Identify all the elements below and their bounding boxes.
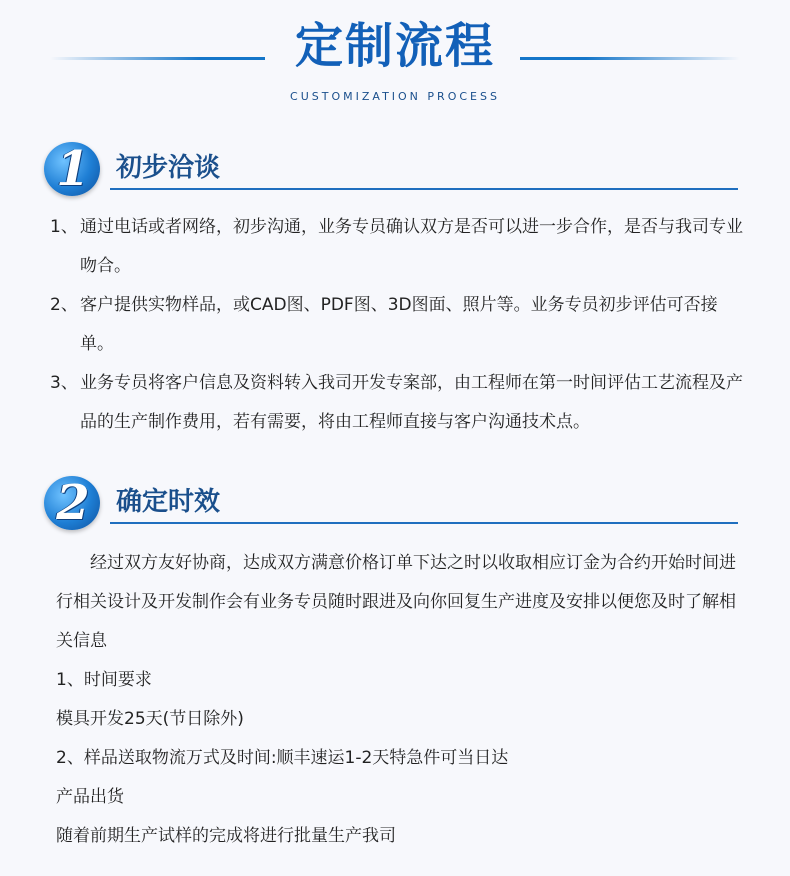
header-divider-right <box>520 57 740 60</box>
detail-line: 产品出货 <box>56 787 124 807</box>
list-item-text: 业务专员将客户信息及资料转入我司开发专案部，由工程师在第一时间评估工艺流程及产品的生产制作费用，若有需要，将由工程师直接与客户沟通技术点。 <box>80 373 743 432</box>
page-subtitle: CUSTOMIZATION PROCESS <box>290 90 500 103</box>
detail-line: 随着前期生产试样的完成将进行批量生产我司 <box>56 826 396 846</box>
list-item-index: 3、 <box>50 373 78 393</box>
section-2-body <box>56 544 736 856</box>
section-2-header <box>42 474 742 536</box>
section-2-paragraph: 经过双方友好协商，达成双方满意价格订单下达之时以收取相应订金为合约开始时间进行相关设计及开发制作会有业务专员随时跟进及向你回复生产进度及安排以便您及时了解相关信息 <box>56 553 736 651</box>
detail-line: 2、样品送取物流万式及时间:顺丰速运1-2天特急件可当日达 <box>56 748 509 768</box>
list-item <box>50 364 750 442</box>
page-title: 定制流程 <box>294 18 495 74</box>
badge-number: 2 <box>56 475 90 531</box>
section-2-title: 确定时效 <box>116 487 221 517</box>
list-item <box>50 208 750 286</box>
list-item <box>50 286 750 364</box>
detail-line: 模具开发25天(节日除外) <box>56 709 244 729</box>
header-divider-left <box>50 57 265 60</box>
section-2-underline <box>110 522 738 524</box>
list-item-text: 客户提供实物样品，或CAD图、PDF图、3D图面、照片等。业务专员初步评估可否接单。 <box>80 295 718 354</box>
list-item-index: 2、 <box>50 295 78 315</box>
list-item-text: 通过电话或者网络，初步沟通，业务专员确认双方是否可以进一步合作，是否与我司专业吻合。 <box>80 217 743 276</box>
badge-number: 1 <box>56 141 90 197</box>
page-header <box>0 0 790 120</box>
number-badge-1 <box>42 140 104 198</box>
section-1-title: 初步洽谈 <box>116 153 221 183</box>
list-item-index: 1、 <box>50 217 78 237</box>
section-1-list <box>50 208 750 442</box>
section-1-header <box>42 140 742 202</box>
detail-line: 1、时间要求 <box>56 670 152 690</box>
number-badge-2 <box>42 474 104 532</box>
section-1-underline <box>110 188 738 190</box>
